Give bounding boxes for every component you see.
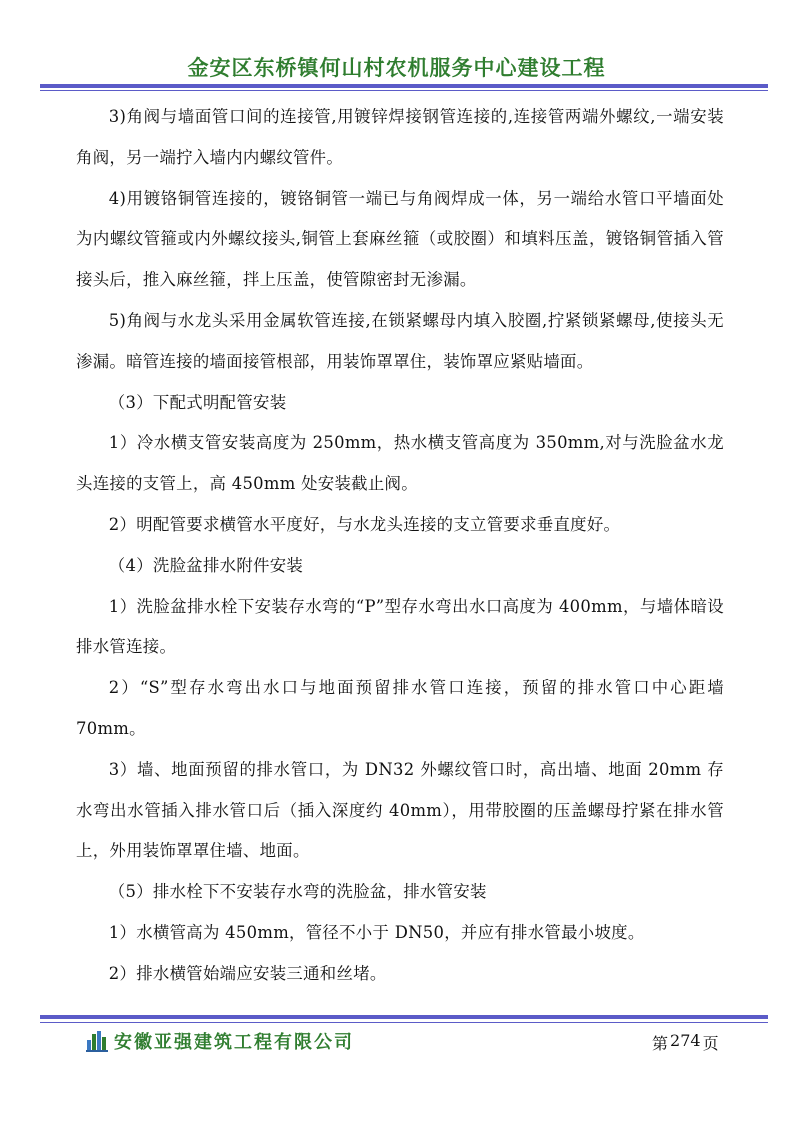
section-heading: （3）下配式明配管安装 xyxy=(108,392,287,412)
paragraph: 1）水横管高为 450mm，管径不小于 DN50，并应有排水管最小坡度。 xyxy=(108,922,645,942)
footer-rule-thin xyxy=(40,1022,768,1023)
paragraph: 3)角阀与墙面管口间的连接管,用镀锌焊接钢管连接的,连接管两端外螺纹,一端安装角阀，另一端拧入墙内内螺纹管件。 xyxy=(76,107,724,167)
paragraph: 2）明配管要求横管水平度好，与水龙头连接的支立管要求垂直度好。 xyxy=(108,514,621,534)
header-rule-thick xyxy=(40,84,768,88)
footer-rule-thick xyxy=(40,1015,768,1019)
section-heading: （4）洗脸盆排水附件安装 xyxy=(108,555,304,575)
section-heading: （5）排水栓下不安装存水弯的洗脸盆，排水管安装 xyxy=(108,882,487,902)
building-logo-icon xyxy=(86,1030,108,1052)
paragraph: 2）排水横管始端应安装三通和丝堵。 xyxy=(108,963,387,983)
paragraph: 4)用镀铬铜管连接的，镀铬铜管一端已与角阀焊成一体，另一端给水管口平墙面处为内螺纹管箍或内外螺纹接头,铜管上套麻丝箍（或胶圈）和填料压盖，镀铬铜管插入管接头后，推入麻丝箍，拌上压盖，使管隙密封无渗漏。 xyxy=(76,188,724,290)
paragraph: 3）墙、地面预留的排水管口，为 DN32 外螺纹管口时，高出墙、地面 20mm 存水弯出水管插入排水管口后（插入深度约 40mm），用带胶圈的压盖螺母拧紧在排水管上，外用装饰罩罩住墙、地面。 xyxy=(76,759,724,861)
paragraph: 1）洗脸盆排水栓下安装存水弯的“P”型存水弯出水口高度为 400mm，与墙体暗设排水管连接。 xyxy=(76,596,724,657)
header-rule-thin xyxy=(40,90,768,91)
page-prefix: 第 xyxy=(652,1034,669,1053)
page-suffix: 页 xyxy=(702,1034,719,1053)
footer-company xyxy=(86,1028,354,1054)
paragraph: 5)角阀与水龙头采用金属软管连接,在锁紧螺母内填入胶圈,拧紧锁紧螺母,使接头无渗漏。暗管连接的墙面接管根部，用装饰罩罩住，装饰罩应紧贴墙面。 xyxy=(76,310,724,371)
paragraph: 1）冷水横支管安装高度为 250mm，热水横支管高度为 350mm,对与洗脸盆水龙头连接的支管上，高 450mm 处安装截止阀。 xyxy=(76,433,724,494)
paragraph: 2）“S”型存水弯出水口与地面预留排水管口连接，预留的排水管口中心距墙 70mm。 xyxy=(76,678,724,738)
page-number xyxy=(652,1031,719,1054)
company-name: 安徽亚强建筑工程有限公司 xyxy=(114,1032,354,1053)
document-header-title: 金安区东桥镇何山村农机服务中心建设工程 xyxy=(187,56,606,80)
document-body xyxy=(76,97,724,995)
page-number-value: 274 xyxy=(670,1031,701,1050)
